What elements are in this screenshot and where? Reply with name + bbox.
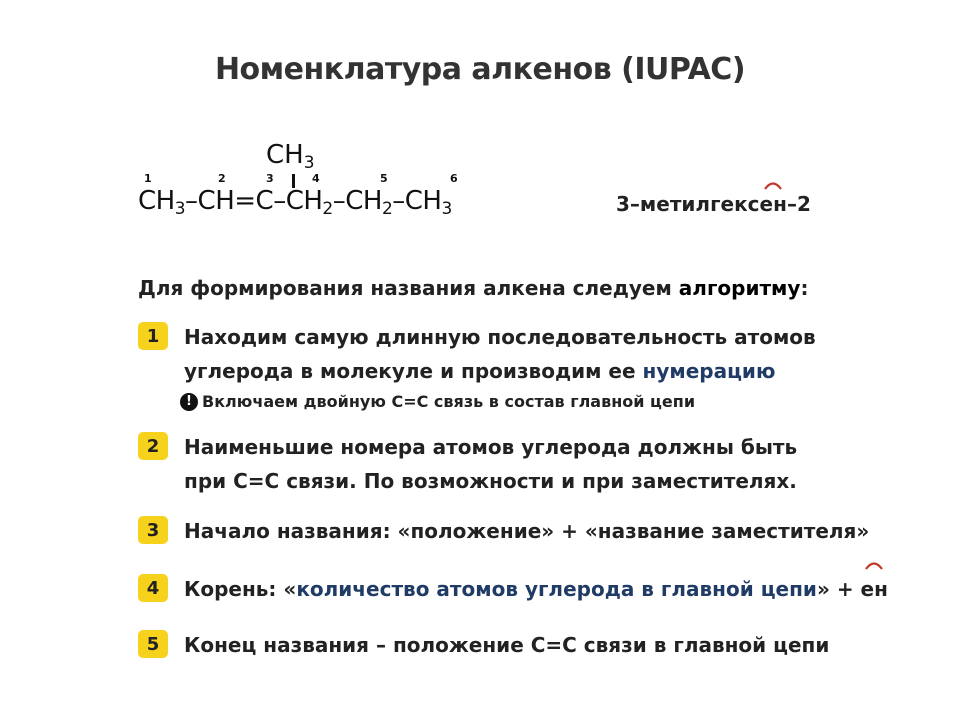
locant-3: 3	[266, 172, 274, 185]
step-number-badge: 1	[138, 322, 168, 350]
step-text: Наименьшие номера атомов углерода должны быть при С=С связи. По возможности и при заместителях.	[184, 435, 798, 493]
locant-5: 5	[380, 172, 388, 185]
step-number-badge: 5	[138, 630, 168, 658]
warning-note: ! Включаем двойную С=С связь в состав главной цепи	[180, 392, 695, 411]
step-text: Конец названия – положение С=С связи в главной цепи	[184, 633, 830, 657]
methyl-branch: $CH_3$	[266, 140, 315, 173]
compound-name: 3–метилгекс ен–2	[616, 192, 811, 216]
locant-1: 1	[144, 172, 152, 185]
structural-formula	[138, 140, 558, 230]
page-title: Номенклатура алкенов (IUPAC)	[214, 52, 746, 87]
intro-text: Для формирования названия алкена следуем алгоритму:	[138, 276, 809, 300]
step-number-badge: 4	[138, 574, 168, 602]
step-text: Начало названия: «положение» + «название заместителя»	[184, 519, 870, 543]
locant-2: 2	[218, 172, 226, 185]
main-chain: $CH_3-CH=C-CH_2-CH_2-CH_3$	[138, 186, 452, 219]
step-text: Находим самую длинную последовательность атомов углерода в молекуле и производим ее нумерацию	[184, 325, 816, 383]
step-text: Корень: «количество атомов углерода в главной цепи» + ен	[184, 572, 888, 606]
step-number-badge: 3	[138, 516, 168, 544]
locant-6: 6	[450, 172, 458, 185]
locant-4: 4	[312, 172, 320, 185]
step-number-badge: 2	[138, 432, 168, 460]
arc-mark-icon	[864, 560, 884, 570]
exclamation-icon: !	[180, 393, 198, 411]
arc-mark-icon	[763, 180, 783, 190]
